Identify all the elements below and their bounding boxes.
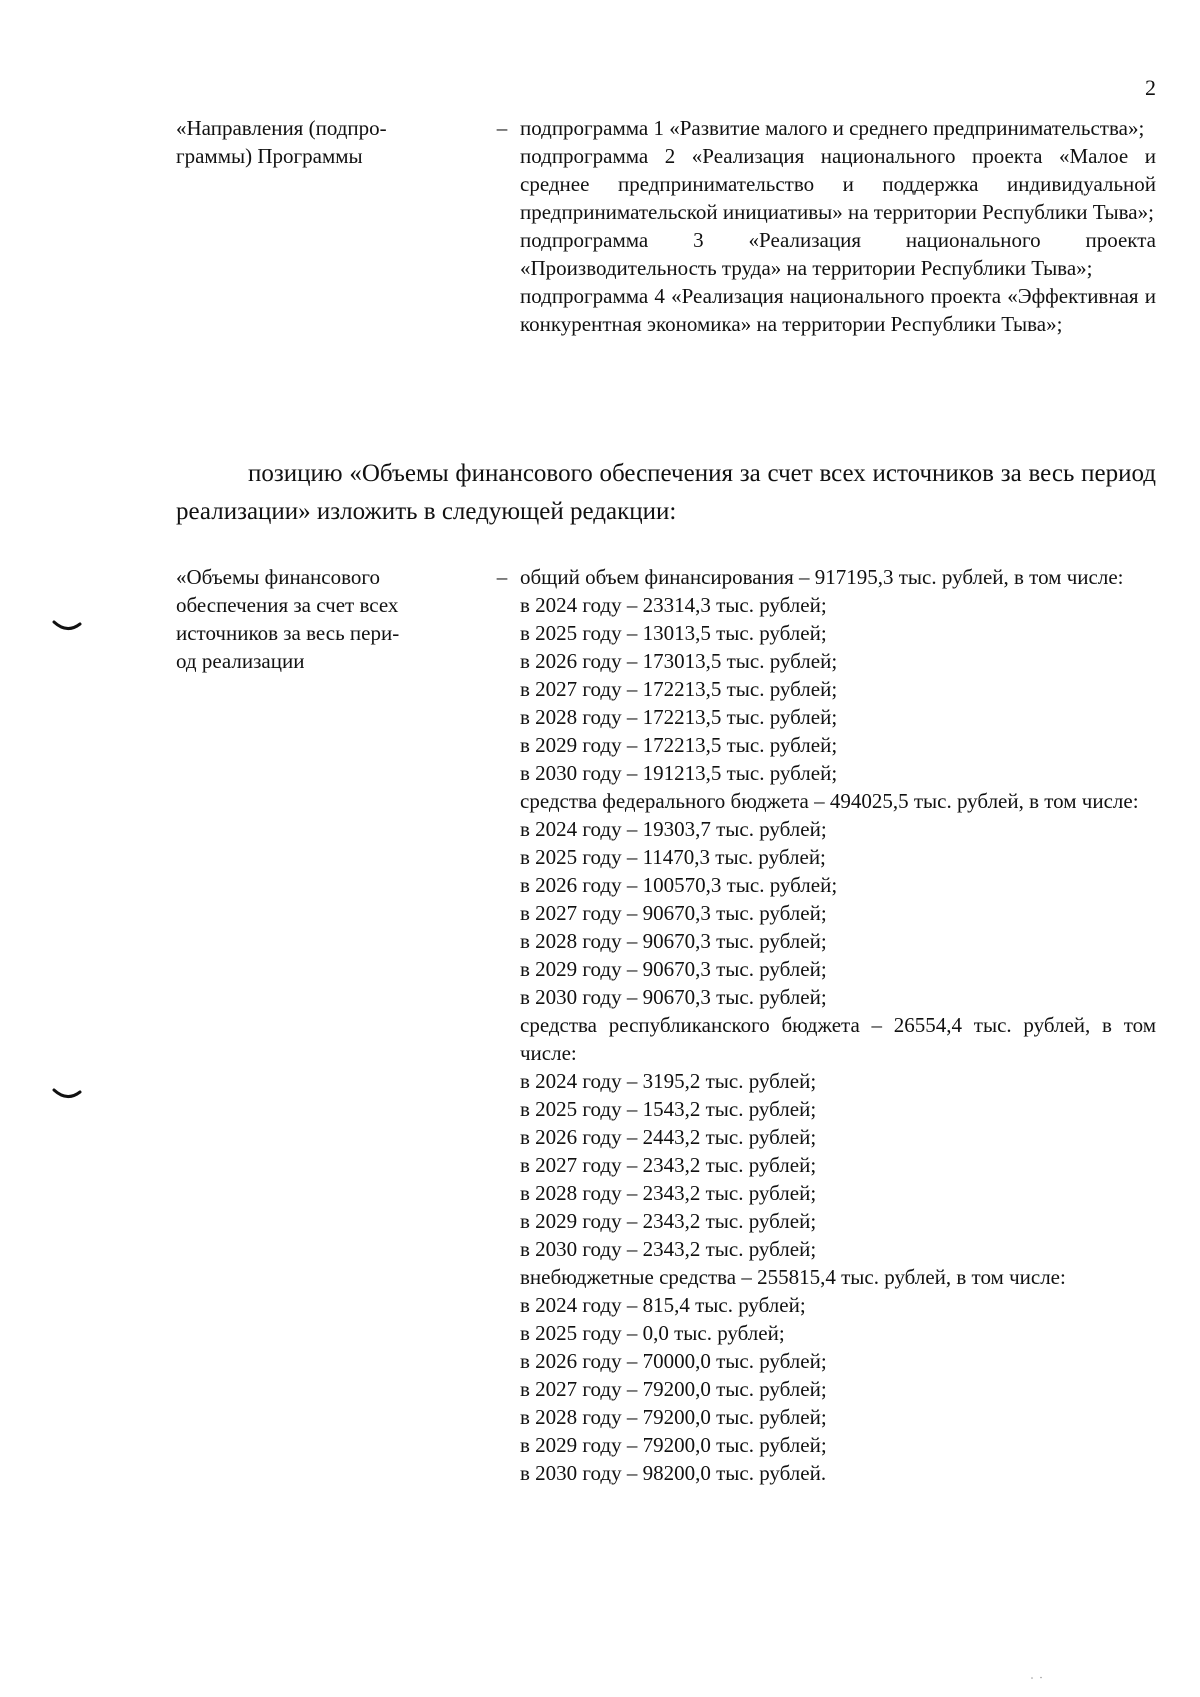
- year-line: в 2025 году – 13013,5 тыс. рублей;: [520, 621, 827, 645]
- subprogram-item: подпрограмма 4 «Реализация национального проекта «Эффективная и конкурентная экономика» на территории Республики Тыва»;: [520, 284, 1156, 336]
- year-line: в 2030 году – 98200,0 тыс. рублей.: [520, 1461, 827, 1485]
- directions-section: [176, 114, 1156, 338]
- directions-label: [176, 114, 472, 338]
- subprogram-item: подпрограмма 1 «Развитие малого и среднего предпринимательства»;: [520, 116, 1145, 140]
- hole-punch-mark: [52, 620, 82, 632]
- hole-punch-mark: [52, 1088, 82, 1100]
- year-line: в 2029 году – 2343,2 тыс. рублей;: [520, 1209, 817, 1233]
- year-line: в 2027 году – 90670,3 тыс. рублей;: [520, 901, 827, 925]
- year-line: в 2026 году – 173013,5 тыс. рублей;: [520, 649, 838, 673]
- federal-heading: средства федерального бюджета – 494025,5 тыс. рублей, в том числе:: [520, 789, 1139, 813]
- year-line: в 2028 году – 2343,2 тыс. рублей;: [520, 1181, 817, 1205]
- financing-section: [176, 563, 1156, 1487]
- label-line: граммы) Программы: [176, 144, 363, 168]
- year-line: в 2024 году – 815,4 тыс. рублей;: [520, 1293, 806, 1317]
- year-line: в 2026 году – 100570,3 тыс. рублей;: [520, 873, 838, 897]
- year-line: в 2029 году – 172213,5 тыс. рублей;: [520, 733, 838, 757]
- page-number: 2: [1145, 75, 1156, 100]
- directions-list: [520, 114, 1156, 338]
- year-line: в 2025 году – 1543,2 тыс. рублей;: [520, 1097, 817, 1121]
- year-line: в 2026 году – 70000,0 тыс. рублей;: [520, 1349, 827, 1373]
- year-line: в 2029 году – 90670,3 тыс. рублей;: [520, 957, 827, 981]
- instruction-paragraph: позицию «Объемы финансового обеспечения за счет всех источников за весь период реализации» изложить в следующей редакции:: [176, 460, 1156, 525]
- year-line: в 2025 году – 11470,3 тыс. рублей;: [520, 845, 826, 869]
- label-line: «Направления (подпро-: [176, 116, 387, 140]
- label-line: обеспечения за счет всех: [176, 593, 399, 617]
- year-line: в 2024 году – 23314,3 тыс. рублей;: [520, 593, 827, 617]
- financing-list: [520, 563, 1156, 1487]
- year-line: в 2030 году – 90670,3 тыс. рублей;: [520, 985, 827, 1009]
- year-line: в 2028 году – 90670,3 тыс. рублей;: [520, 929, 827, 953]
- subprogram-item: подпрограмма 3 «Реализация национального проекта «Производительность труда» на территории Республики Тыва»;: [520, 228, 1156, 280]
- year-line: в 2029 году – 79200,0 тыс. рублей;: [520, 1433, 827, 1457]
- dash-separator: –: [496, 116, 508, 140]
- year-line: в 2024 году – 19303,7 тыс. рублей;: [520, 817, 827, 841]
- year-line: в 2024 году – 3195,2 тыс. рублей;: [520, 1069, 817, 1093]
- extrabudgetary-heading: внебюджетные средства – 255815,4 тыс. рублей, в том числе:: [520, 1265, 1066, 1289]
- republican-heading: средства республиканского бюджета – 26554,4 тыс. рублей, в том числе:: [520, 1013, 1156, 1065]
- year-line: в 2028 году – 172213,5 тыс. рублей;: [520, 705, 838, 729]
- scan-speck: [1030, 1676, 1044, 1680]
- label-line: од реализации: [176, 649, 305, 673]
- year-line: в 2027 году – 79200,0 тыс. рублей;: [520, 1377, 827, 1401]
- total-heading: общий объем финансирования – 917195,3 тыс. рублей, в том числе:: [520, 565, 1124, 589]
- year-line: в 2026 году – 2443,2 тыс. рублей;: [520, 1125, 817, 1149]
- year-line: в 2025 году – 0,0 тыс. рублей;: [520, 1321, 785, 1345]
- dash-separator: –: [496, 565, 508, 589]
- year-line: в 2030 году – 2343,2 тыс. рублей;: [520, 1237, 817, 1261]
- subprogram-item: подпрограмма 2 «Реализация национального проекта «Малое и среднее предпринимательство и поддержка индивидуальной предпринимательской инициативы» на территории Республики Тыва»;: [520, 144, 1156, 224]
- label-line: «Объемы финансового: [176, 565, 380, 589]
- year-line: в 2030 году – 191213,5 тыс. рублей;: [520, 761, 838, 785]
- year-line: в 2027 году – 2343,2 тыс. рублей;: [520, 1153, 817, 1177]
- financing-label: [176, 563, 472, 1487]
- label-line: источников за весь пери-: [176, 621, 400, 645]
- year-line: в 2028 году – 79200,0 тыс. рублей;: [520, 1405, 827, 1429]
- year-line: в 2027 году – 172213,5 тыс. рублей;: [520, 677, 838, 701]
